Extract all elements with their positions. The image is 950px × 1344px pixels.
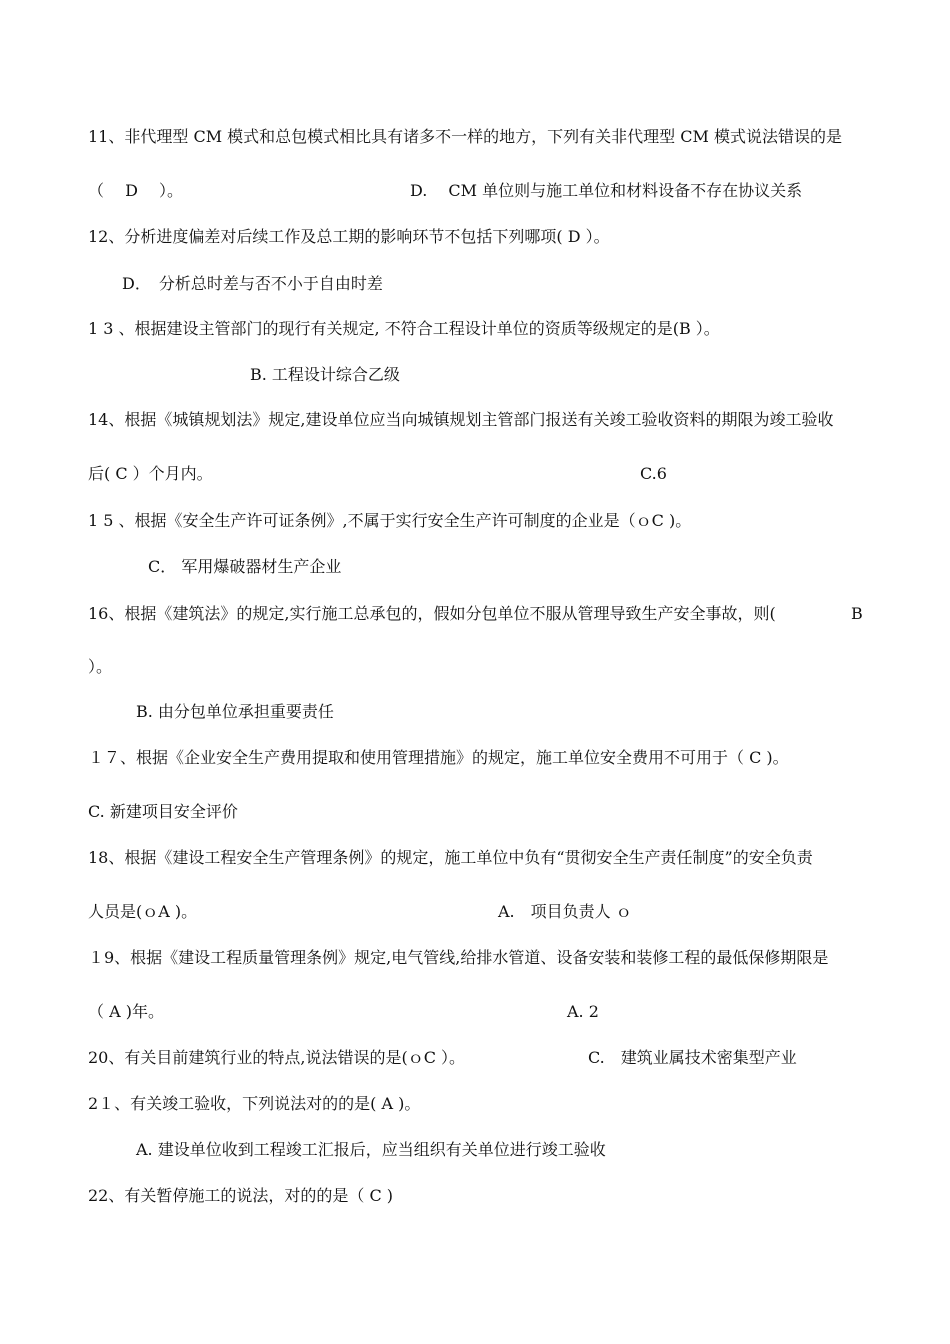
q13-stem: 1 3 、根据建设主管部门的现行有关规定, 不符合工程设计单位的资质等级规定的是(B ）。 bbox=[88, 319, 720, 338]
q14-option: C.6 bbox=[640, 464, 667, 483]
q18-answer-paren: 人员是(ｏA )。 bbox=[88, 902, 198, 921]
q12-stem: 12、分析进度偏差对后续工作及总工期的影响环节不包括下列哪项( D ）。 bbox=[88, 227, 610, 246]
q21-stem: 2１、有关竣工验收，下列说法对的的是( A )。 bbox=[88, 1094, 421, 1113]
q11-answer-paren: （ D ）。 bbox=[88, 181, 184, 200]
q18-stem: 18、根据《建设工程安全生产管理条例》的规定，施工单位中负有“贯彻安全生产责任制度”的安全负责 bbox=[88, 848, 813, 867]
q18-option: A. 项目负责人 ｏ bbox=[498, 902, 632, 921]
q16-stem: 16、根据《建筑法》的规定,实行施工总承包的，假如分包单位不服从管理导致生产安全事故，则( bbox=[88, 604, 776, 623]
q14-stem: 14、根据《城镇规划法》规定,建设单位应当向城镇规划主管部门报送有关竣工验收资料的期限为竣工验收 bbox=[88, 410, 834, 429]
q20-option: C. 建筑业属技术密集型产业 bbox=[588, 1048, 797, 1067]
q21-option: A. 建设单位收到工程竣工汇报后，应当组织有关单位进行竣工验收 bbox=[136, 1140, 606, 1159]
q20-stem: 20、有关目前建筑行业的特点,说法错误的是(ｏC ）。 bbox=[88, 1048, 466, 1067]
q16-option: B. 由分包单位承担重要责任 bbox=[136, 702, 334, 721]
q12-option: D． 分析总时差与否不小于自由时差 bbox=[122, 274, 383, 293]
q16-close: ）。 bbox=[88, 657, 113, 676]
q14-answer-paren: 后( C ）个月内。 bbox=[88, 464, 213, 483]
q11-stem: 11、非代理型 CM 模式和总包模式相比具有诸多不一样的地方，下列有关非代理型 CM 模式说法错误的是 bbox=[88, 127, 842, 146]
q19-option: A. 2 bbox=[567, 1002, 599, 1021]
q22-stem: 22、有关暂停施工的说法，对的的是（ C ) bbox=[88, 1186, 394, 1205]
q13-option: B. 工程设计综合乙级 bbox=[250, 365, 400, 384]
q17-stem: １７、根据《企业安全生产费用提取和使用管理措施》的规定，施工单位安全费用不可用于（ C )。 bbox=[88, 748, 789, 767]
q16-answer: B bbox=[851, 604, 863, 623]
q17-option: C. 新建项目安全评价 bbox=[88, 802, 238, 821]
q19-answer-paren: （ A )年。 bbox=[88, 1002, 164, 1021]
q15-stem: 1 5 、根据《安全生产许可证条例》,不属于实行安全生产许可制度的企业是（ｏC )。 bbox=[88, 511, 692, 530]
q11-option: D. CM 单位则与施工单位和材料设备不存在协议关系 bbox=[410, 181, 803, 200]
q19-stem: １9、根据《建设工程质量管理条例》规定,电气管线,给排水管道、设备安装和装修工程的最低保修期限是 bbox=[88, 948, 829, 967]
q15-option: C． 军用爆破器材生产企业 bbox=[148, 557, 342, 576]
